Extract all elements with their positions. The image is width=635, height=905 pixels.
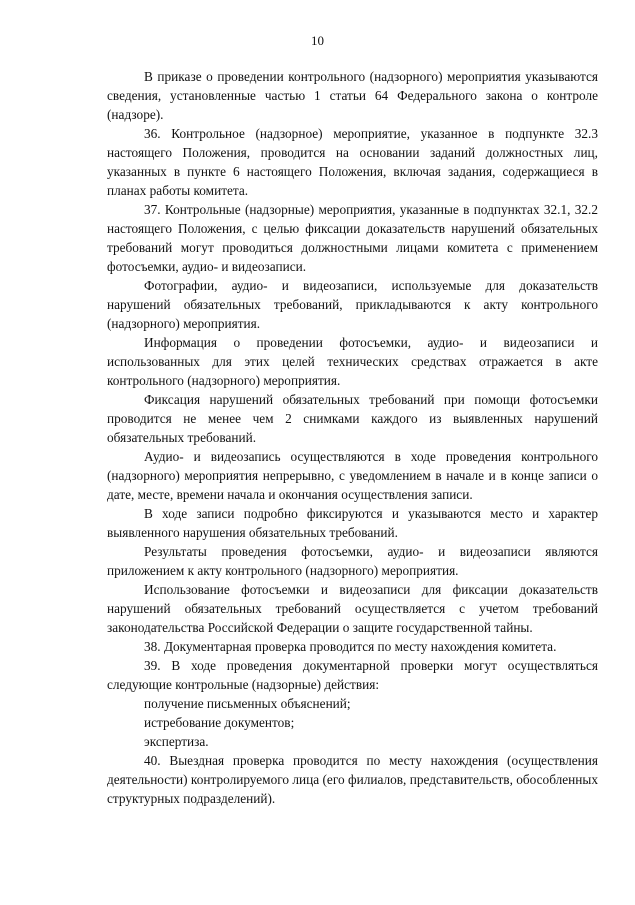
- list-item: истребование документов;: [144, 715, 295, 730]
- paragraph-record-details: В ходе записи подробно фиксируются и указываются место и характер выявленного нарушения обязательных требований.: [107, 506, 598, 540]
- paragraph-38: 38. Документарная проверка проводится по месту нахождения комитета.: [144, 639, 557, 654]
- paragraph-36: 36. Контрольное (надзорное) мероприятие, указанное в подпункте 32.3 настоящего Положения, проводится на основании заданий должностных лиц, указанных в пункте 6 настоящего Положения, включая задания, содержащиеся в планах работы комитета.: [107, 126, 598, 198]
- paragraph-state-secret: Использование фотосъемки и видеозаписи для фиксации доказательств нарушений обязательных требований осуществляется с учетом требований законодательства Российской Федерации о защите государственной тайны.: [107, 582, 598, 635]
- paragraph-audio-video: Аудио- и видеозапись осуществляются в ходе проведения контрольного (надзорного) мероприятия непрерывно, с уведомлением в начале и в конце записи о дате, месте, времени начала и окончания осуществления записи.: [107, 449, 598, 502]
- paragraph-photos: Фотографии, аудио- и видеозаписи, используемые для доказательств нарушений обязательных требований, прикладываются к акту контрольного (надзорного) мероприятия.: [107, 278, 598, 331]
- paragraph-order-contents: В приказе о проведении контрольного (надзорного) мероприятия указываются сведения, установленные частью 1 статьи 64 Федерального закона о контроле (надзоре).: [107, 69, 598, 122]
- paragraph-recording-info: Информация о проведении фотосъемки, аудио- и видеозаписи и использованных для этих целей технических средствах отражается в акте контрольного (надзорного) мероприятия.: [107, 335, 598, 388]
- document-body: [107, 67, 598, 808]
- paragraph-39: 39. В ходе проведения документарной проверки могут осуществляться следующие контрольные (надзорные) действия:: [107, 658, 598, 692]
- paragraph-photo-fixation: Фиксация нарушений обязательных требований при помощи фотосъемки проводится не менее чем 2 снимками каждого из выявленных нарушений обязательных требований.: [107, 392, 598, 445]
- paragraph-results: Результаты проведения фотосъемки, аудио- и видеозаписи являются приложением к акту контрольного (надзорного) мероприятия.: [107, 544, 598, 578]
- page-number: 10: [311, 33, 324, 48]
- list-item: экспертиза.: [144, 734, 209, 749]
- paragraph-40: 40. Выездная проверка проводится по месту нахождения (осуществления деятельности) контролируемого лица (его филиалов, представительств, обособленных структурных подразделений).: [107, 753, 598, 806]
- list-item: получение письменных объяснений;: [144, 696, 351, 711]
- paragraph-37: 37. Контрольные (надзорные) мероприятия, указанные в подпунктах 32.1, 32.2 настоящего Положения, с целью фиксации доказательств нарушений обязательных требований могут проводиться должностными лицами комитета с применением фотосъемки, аудио- и видеозаписи.: [107, 202, 598, 274]
